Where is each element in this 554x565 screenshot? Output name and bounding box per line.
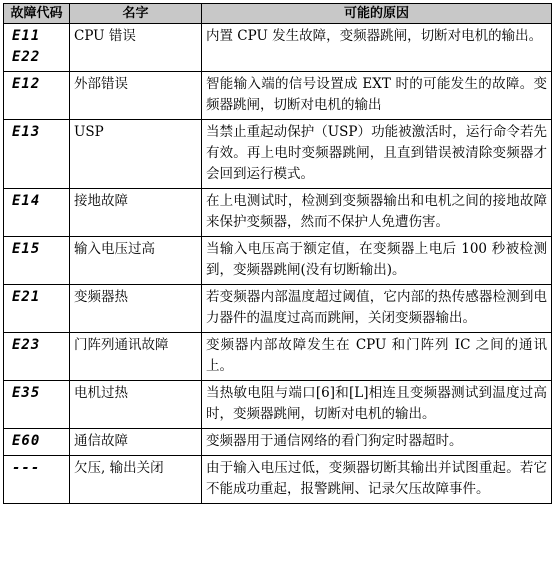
- fault-cause: 当输入电压高于额定值，在变频器上电后 100 秒被检测到，变频器跳闸(没有切断输出)。: [202, 237, 552, 285]
- fault-name: USP: [70, 120, 202, 189]
- fault-cause: 变频器内部故障发生在 CPU 和门阵列 IC 之间的通讯上。: [202, 333, 552, 381]
- header-cause: 可能的原因: [202, 4, 552, 24]
- fault-name: CPU 错误: [70, 24, 202, 72]
- fault-code-cell: [4, 120, 70, 189]
- fault-code: E23: [12, 337, 41, 353]
- fault-code-cell: [4, 381, 70, 429]
- fault-name: 接地故障: [70, 189, 202, 237]
- table-body: [4, 24, 552, 504]
- fault-name: 变频器热: [70, 285, 202, 333]
- fault-name: 欠压, 输出关闭: [70, 456, 202, 504]
- fault-code: E22: [12, 49, 41, 65]
- fault-code-cell: [4, 24, 70, 72]
- table-row: [4, 429, 552, 456]
- fault-cause: 当热敏电阻与端口[6]和[L]相连且变频器测试到温度过高时，变频器跳闸，切断对电机的输出。: [202, 381, 552, 429]
- fault-code-table-container: [3, 3, 551, 504]
- fault-code: E21: [12, 289, 41, 305]
- fault-code: E60: [12, 433, 41, 449]
- fault-cause: 在上电测试时，检测到变频器输出和电机之间的接地故障来保护变频器，然而不保护人免遭伤害。: [202, 189, 552, 237]
- fault-code-cell: [4, 189, 70, 237]
- fault-code: E11: [12, 28, 41, 44]
- fault-cause: 智能输入端的信号设置成 EXT 时的可能发生的故障。变频器跳闸，切断对电机的输出: [202, 72, 552, 120]
- table-row: [4, 237, 552, 285]
- fault-code: E35: [12, 385, 41, 401]
- header-name: 名字: [70, 4, 202, 24]
- table-row: [4, 456, 552, 504]
- header-fault-code: 故障代码: [4, 4, 70, 24]
- fault-name: 输入电压过高: [70, 237, 202, 285]
- fault-cause: 变频器用于通信网络的看门狗定时器超时。: [202, 429, 552, 456]
- fault-cause: 内置 CPU 发生故障，变频器跳闸，切断对电机的输出。: [202, 24, 552, 72]
- fault-code-cell: [4, 429, 70, 456]
- fault-name: 外部错误: [70, 72, 202, 120]
- fault-code: E14: [12, 193, 41, 209]
- fault-code: E12: [12, 76, 41, 92]
- fault-code-cell: [4, 285, 70, 333]
- fault-code-cell: [4, 237, 70, 285]
- fault-name: 电机过热: [70, 381, 202, 429]
- table-row: [4, 72, 552, 120]
- fault-code-cell: [4, 333, 70, 381]
- fault-code-cell: [4, 72, 70, 120]
- table-row: [4, 120, 552, 189]
- fault-name: 门阵列通讯故障: [70, 333, 202, 381]
- table-row: [4, 381, 552, 429]
- fault-code: E15: [12, 241, 41, 257]
- fault-cause: 若变频器内部温度超过阈值，它内部的热传感器检测到电力器件的温度过高而跳闸，关闭变频器输出。: [202, 285, 552, 333]
- fault-cause: 当禁止重起动保护（USP）功能被激活时，运行命令若先有效。再上电时变频器跳闸，且直到错误被清除变频器才会回到运行模式。: [202, 120, 552, 189]
- fault-code: E13: [12, 124, 41, 140]
- table-header-row: [4, 4, 552, 24]
- table-row: [4, 189, 552, 237]
- table-row: [4, 285, 552, 333]
- fault-code: ---: [12, 460, 41, 476]
- table-row: [4, 24, 552, 72]
- fault-name: 通信故障: [70, 429, 202, 456]
- fault-code-table: [3, 3, 552, 504]
- fault-cause: 由于输入电压过低，变频器切断其输出并试图重起。若它不能成功重起，报警跳闸、记录欠压故障事件。: [202, 456, 552, 504]
- table-row: [4, 333, 552, 381]
- fault-code-cell: [4, 456, 70, 504]
